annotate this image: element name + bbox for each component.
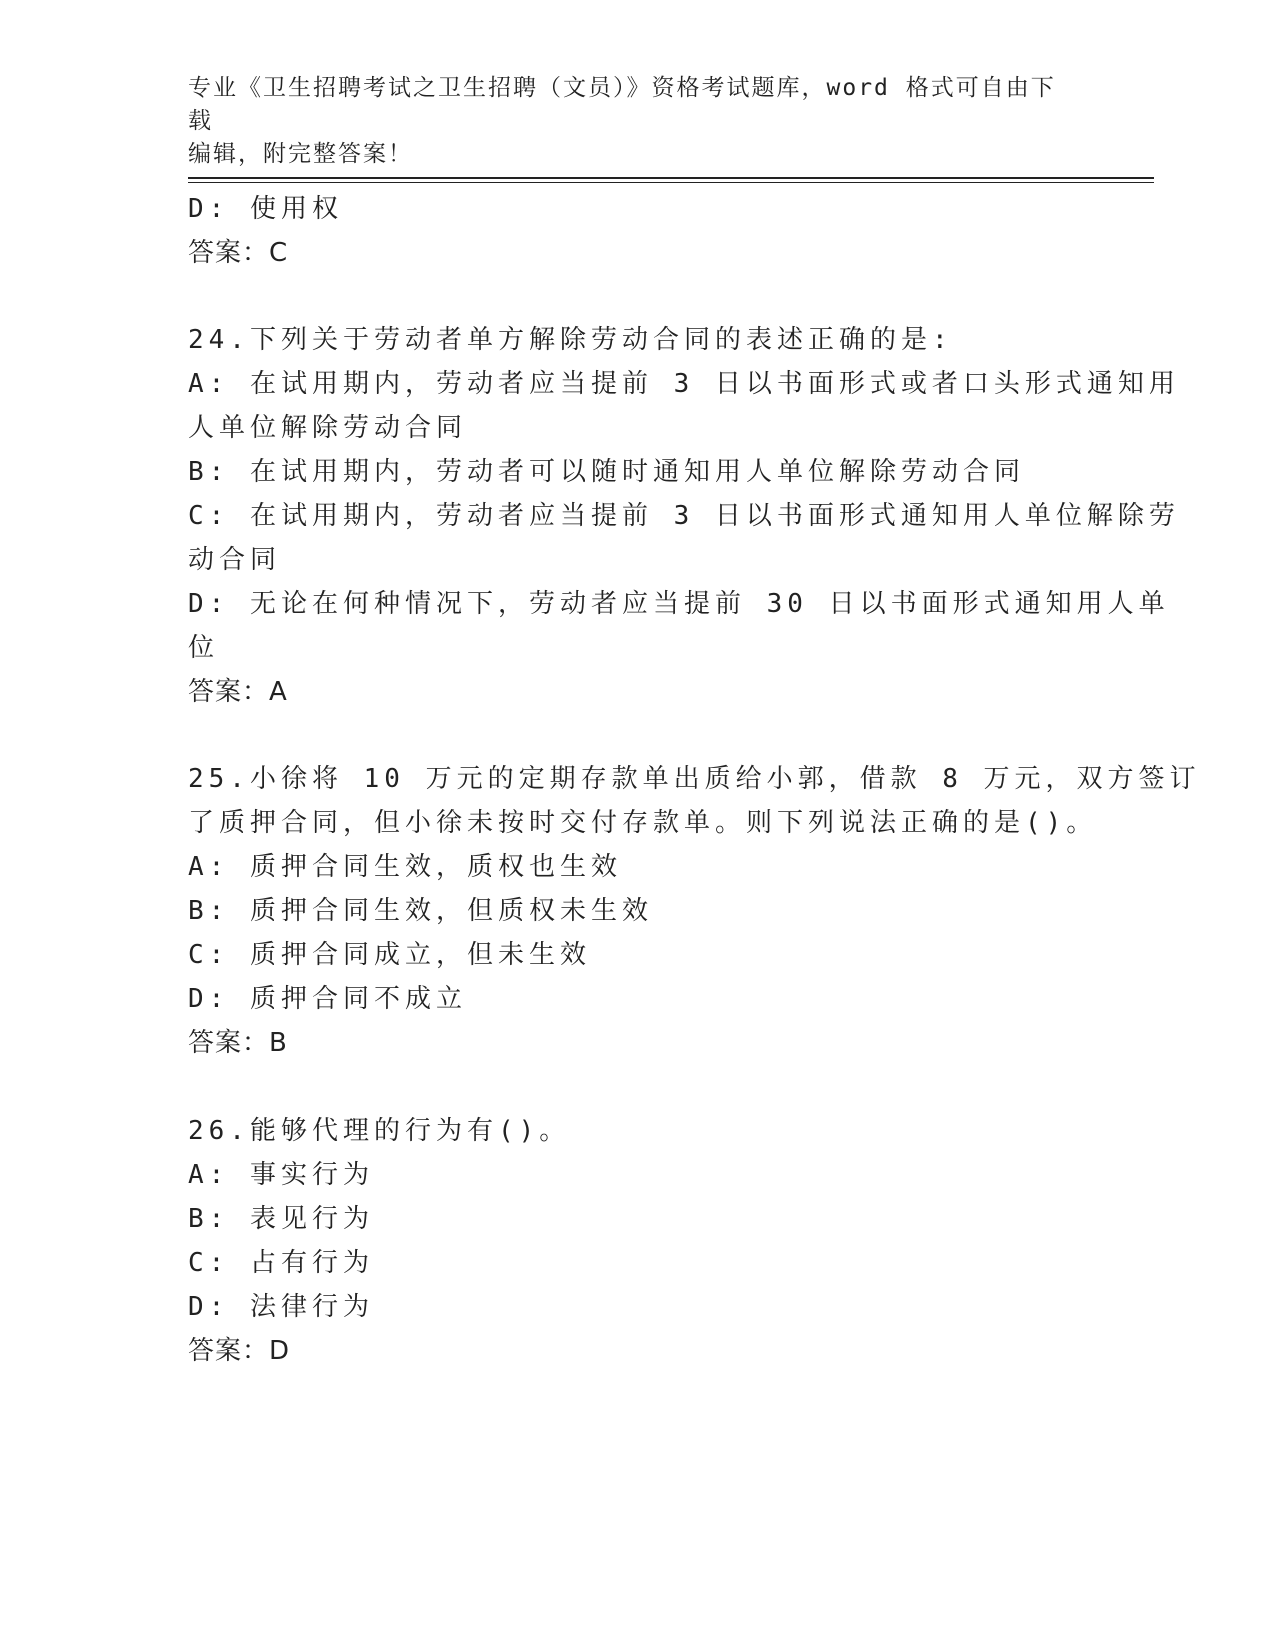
q26-option-d: D: 法律行为 <box>188 1292 374 1322</box>
q25-answer: 答案：B <box>188 1028 288 1058</box>
q24-option-d-line1: D: 无论在何种情况下，劳动者应当提前 30 日以书面形式通知用人单 <box>188 589 1170 619</box>
q26-stem: 26.能够代理的行为有()。 <box>188 1116 571 1146</box>
header-line-1: 专业《卫生招聘考试之卫生招聘（文员）》资格考试题库，word 格式可自由下载 <box>188 75 1056 134</box>
q25-option-a: A: 质押合同生效，质权也生效 <box>188 852 622 882</box>
q24-option-a-line1: A: 在试用期内，劳动者应当提前 3 日以书面形式或者口头形式通知用 <box>188 369 1180 399</box>
q24-option-a-line2: 人单位解除劳动合同 <box>188 413 468 443</box>
q24-answer: 答案：A <box>188 677 288 707</box>
q26-option-a: A: 事实行为 <box>188 1160 374 1190</box>
q25-option-c: C: 质押合同成立，但未生效 <box>188 940 591 970</box>
q26-answer: 答案：D <box>188 1336 291 1366</box>
q24-option-d-line2: 位 <box>188 633 220 663</box>
q24-option-c-line1: C: 在试用期内，劳动者应当提前 3 日以书面形式通知用人单位解除劳 <box>188 501 1180 531</box>
q25-option-d: D: 质押合同不成立 <box>188 984 467 1014</box>
header-rule-thin <box>188 182 1154 183</box>
q25-option-b: B: 质押合同生效，但质权未生效 <box>188 896 653 926</box>
document-header <box>188 72 1068 171</box>
header-rule-thick <box>188 177 1154 179</box>
q24-option-c-line2: 动合同 <box>188 545 282 575</box>
q26-option-c: C: 占有行为 <box>188 1248 374 1278</box>
q25-stem-line2: 了质押合同，但小徐未按时交付存款单。则下列说法正确的是()。 <box>188 808 1098 838</box>
q23-option-d: D: 使用权 <box>188 194 343 224</box>
q24-option-b: B: 在试用期内，劳动者可以随时通知用人单位解除劳动合同 <box>188 457 1025 487</box>
q23-answer: 答案：C <box>188 238 289 268</box>
q24-stem: 24.下列关于劳动者单方解除劳动合同的表述正确的是: <box>188 325 953 355</box>
q26-option-b: B: 表见行为 <box>188 1204 374 1234</box>
header-line-2: 编辑，附完整答案！ <box>188 141 413 167</box>
q25-stem-line1: 25.小徐将 10 万元的定期存款单出质给小郭，借款 8 万元，双方签订 <box>188 764 1201 794</box>
